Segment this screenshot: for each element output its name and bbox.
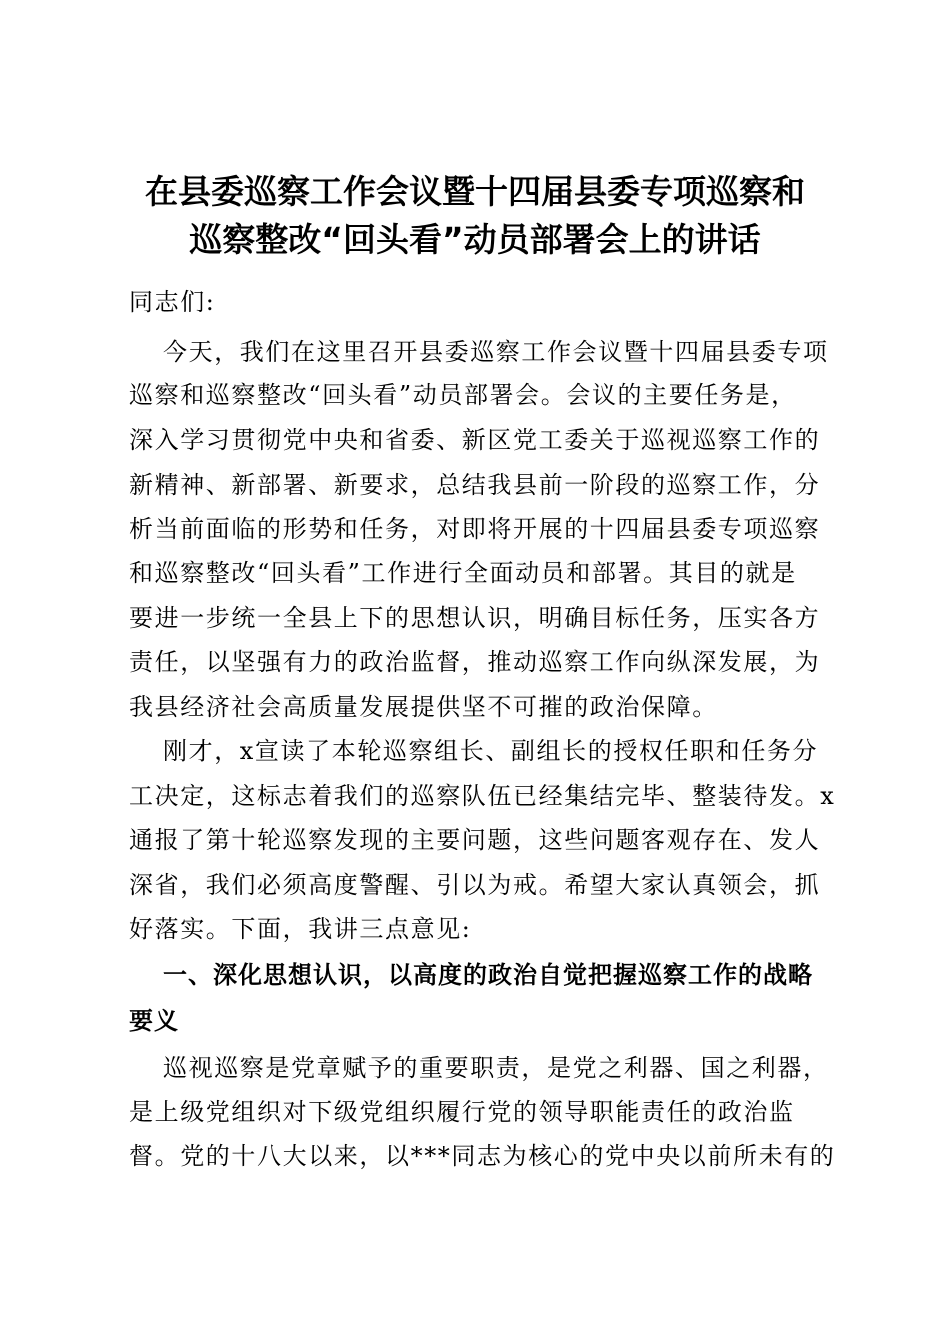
- salutation: 同志们:: [129, 288, 216, 316]
- paragraph-line: 工决定，这标志着我们的巡察队伍已经集结完毕、整装待发。x: [129, 782, 836, 810]
- paragraph-line: 深省，我们必须高度警醒、引以为戒。希望大家认真领会，抓: [129, 871, 821, 899]
- paragraph-line: 要进一步统一全县上下的思想认识，明确目标任务，压实各方: [129, 604, 821, 632]
- paragraph-line: 今天，我们在这里召开县委巡察工作会议暨十四届县委专项: [163, 338, 829, 366]
- paragraph-line: 刚才，x宣读了本轮巡察组长、副组长的授权任职和任务分: [163, 737, 819, 765]
- paragraph-line: 巡察和巡察整改“回头看”动员部署会。会议的主要任务是，: [129, 381, 797, 409]
- paragraph-line: 好落实。下面，我讲三点意见:: [129, 915, 472, 943]
- paragraph-line: 是上级党组织对下级党组织履行党的领导职能责任的政治监: [129, 1098, 795, 1126]
- paragraph-line: 巡视巡察是党章赋予的重要职责，是党之利器、国之利器，: [163, 1054, 829, 1082]
- document-title-line-1: 在县委巡察工作会议暨十四届县委专项巡察和: [145, 172, 805, 211]
- paragraph-line: 深入学习贯彻党中央和省委、新区党工委关于巡视巡察工作的: [129, 426, 821, 454]
- section-heading-line: 一、深化思想认识，以高度的政治自觉把握巡察工作的战略: [163, 961, 813, 989]
- section-heading-line: 要义: [129, 1007, 179, 1035]
- paragraph-line: 新精神、新部署、新要求，总结我县前一阶段的巡察工作，分: [129, 471, 821, 499]
- document-title-line-2: 巡察整改“回头看”动员部署会上的讲话: [189, 220, 761, 259]
- paragraph-line: 督。党的十八大以来，以***同志为核心的党中央以前所未有的: [129, 1142, 836, 1170]
- paragraph-line: 通报了第十轮巡察发现的主要问题，这些问题客观存在、发人: [129, 826, 821, 854]
- paragraph-line: 析当前面临的形势和任务，对即将开展的十四届县委专项巡察: [129, 515, 821, 543]
- paragraph-line: 责任，以坚强有力的政治监督，推动巡察工作向纵深发展，为: [129, 648, 821, 676]
- paragraph-line: 和巡察整改“回头看”工作进行全面动员和部署。其目的就是: [129, 559, 797, 587]
- paragraph-line: 我县经济社会高质量发展提供坚不可摧的政治保障。: [129, 693, 718, 721]
